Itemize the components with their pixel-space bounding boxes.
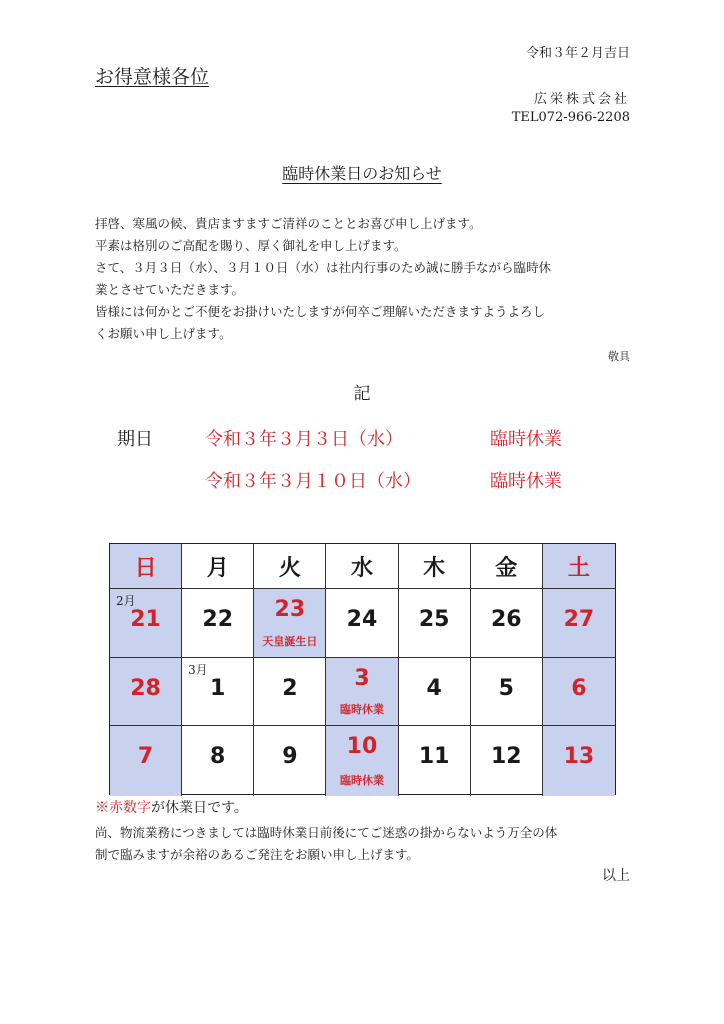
- legend-red-text: ※赤数字: [95, 800, 151, 816]
- weekday-header: 金: [471, 544, 543, 589]
- day-number: 28: [130, 676, 161, 701]
- day-number: 4: [426, 676, 442, 701]
- day-number: 25: [418, 607, 450, 632]
- company-name: 広栄株式会社: [533, 92, 630, 107]
- month-label: 2月: [116, 594, 136, 608]
- calendar-day-cell: [182, 589, 254, 658]
- day-number: 11: [418, 744, 450, 769]
- weekday-header: 月: [182, 544, 254, 589]
- closing-keigu: 敬具: [608, 350, 630, 363]
- day-number: 22: [202, 607, 234, 632]
- footer-text: [95, 822, 640, 866]
- calendar-day-cell: [254, 658, 326, 726]
- calendar-legend: [95, 797, 248, 817]
- footer-line: 制で臨みますが余裕のあるご発注をお願い申し上げます。: [95, 847, 420, 862]
- body-text: [95, 213, 640, 345]
- body-line: 拝啓、寒風の候、貴店ますますご清祥のこととお喜び申し上げます。: [95, 216, 482, 231]
- calendar-day-cell: [543, 589, 615, 658]
- day-number: 12: [490, 744, 522, 769]
- calendar-day-cell: [182, 726, 254, 796]
- kijitsu-label: 期日: [117, 429, 153, 450]
- body-line: 皆様には何かとご不便をお掛けいたしますが何卒ご理解いただきますようよろし: [95, 304, 546, 319]
- calendar-day-cell: [254, 726, 326, 796]
- day-number: 13: [563, 744, 595, 769]
- weekday-header: 木: [399, 544, 471, 589]
- day-note: 天皇誕生日: [262, 635, 318, 648]
- calendar-day-cell: [543, 658, 615, 726]
- recipient: お得意様各位: [95, 66, 210, 88]
- day-number: 26: [490, 607, 522, 632]
- holiday-date-2: 令和３年３月１０日（水）: [205, 471, 421, 492]
- day-number: 5: [498, 676, 514, 701]
- calendar-day-cell: [110, 726, 182, 796]
- day-number: 6: [571, 676, 587, 701]
- day-number: 23: [274, 597, 306, 622]
- day-number: 3: [354, 666, 370, 691]
- calendar-day-cell: [471, 658, 543, 726]
- day-number: 21: [130, 607, 161, 632]
- calendar-grid: [109, 543, 616, 795]
- day-number: 27: [563, 607, 595, 632]
- holiday-status-1: 臨時休業: [490, 429, 562, 450]
- month-label: 3月: [188, 663, 208, 677]
- legend-rest-text: が休業日です。: [151, 800, 248, 816]
- day-number: 2: [282, 676, 298, 701]
- body-line: くお願い申し上げます。: [95, 326, 232, 341]
- calendar-day-cell: [326, 726, 398, 796]
- notice-title: 臨時休業日のお知らせ: [282, 164, 442, 183]
- day-number: 9: [282, 744, 298, 769]
- calendar-day-cell: [110, 658, 182, 726]
- calendar-day-cell: [399, 658, 471, 726]
- weekday-header: 日: [110, 544, 182, 589]
- calendar-day-cell: [543, 726, 615, 796]
- ijou: 以上: [602, 868, 630, 884]
- weekday-header: 火: [254, 544, 326, 589]
- body-line: さて、３月３日（水）、３月１０日（水）は社内行事のため誠に勝手ながら臨時休: [95, 260, 552, 275]
- calendar-day-cell: [182, 658, 254, 726]
- day-note: 臨時休業: [339, 703, 384, 716]
- notice-title-wrap: [0, 161, 724, 184]
- holiday-date-1: 令和３年３月３日（水）: [205, 429, 403, 450]
- footer-line: 尚、物流業務につきましては臨時休業日前後にてご迷惑の掛からないよう万全の体: [95, 825, 558, 840]
- day-number: 7: [137, 744, 154, 769]
- day-number: 24: [346, 607, 378, 632]
- calendar-day-cell: [399, 726, 471, 796]
- day-note: 臨時休業: [339, 774, 384, 787]
- calendar-day-cell: [399, 589, 471, 658]
- body-line: 業とさせていただきます。: [95, 282, 245, 297]
- weekday-header: 水: [326, 544, 398, 589]
- body-line: 平素は格別のご高配を賜り、厚く御礼を申し上げます。: [95, 238, 407, 253]
- weekday-header: 土: [543, 544, 615, 589]
- calendar-day-cell: [326, 589, 398, 658]
- day-number: 10: [346, 734, 378, 759]
- calendar-day-cell: [471, 589, 543, 658]
- calendar-day-cell: [471, 726, 543, 796]
- calendar-day-cell: [326, 658, 398, 726]
- issue-date: 令和３年２月吉日: [525, 46, 630, 61]
- ki-heading: 記: [353, 384, 371, 404]
- holiday-status-2: 臨時休業: [490, 471, 562, 492]
- day-number: 8: [210, 744, 226, 769]
- day-number: 1: [210, 676, 226, 701]
- company-tel: TEL072-966-2208: [511, 110, 630, 125]
- calendar-day-cell: [110, 589, 182, 658]
- calendar-day-cell: [254, 589, 326, 658]
